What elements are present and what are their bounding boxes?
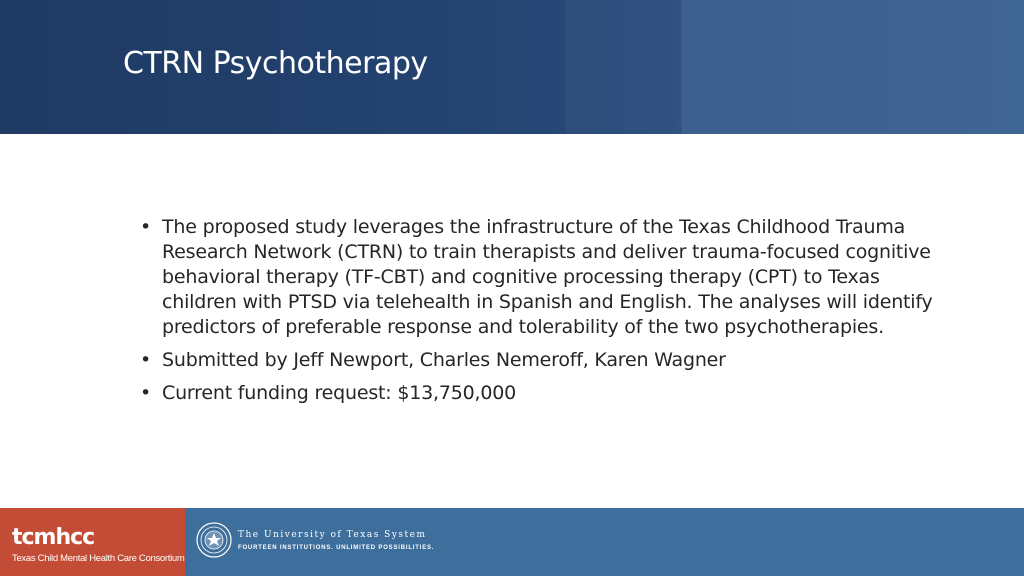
tcmhcc-logo-block [0, 508, 185, 576]
bullet-item-submitted-by [140, 348, 940, 373]
bullet-list [140, 215, 940, 406]
bullet-icon: • [140, 216, 152, 238]
bullet-text: The proposed study leverages the infrastructure of the Texas Childhood Trauma Research Network (CTRN) to train therapists and deliver trauma-focused cognitive behavioral therapy (TF-CBT) and cognitive processing therapy (CPT) to Texas children with PTSD via telehealth in Spanish and English. The analyses will identify predictors of preferable response and tolerability of the two psychotherapies. [162, 216, 933, 338]
tcmhcc-subtitle: Texas Child Mental Health Care Consortium [12, 553, 185, 564]
bullet-icon: • [140, 382, 152, 404]
tcmhcc-logo: tcmhcc [12, 525, 95, 550]
bullet-item-funding-request [140, 381, 940, 406]
bullet-item-study-description [140, 215, 940, 340]
university-name: The University of Texas System [238, 530, 427, 540]
university-tagline: FOURTEEN INSTITUTIONS. UNLIMITED POSSIBILITIES. [238, 545, 435, 551]
bullet-text: Submitted by Jeff Newport, Charles Nemeroff, Karen Wagner [162, 349, 726, 371]
slide-header [0, 0, 1024, 134]
slide-title: CTRN Psychotherapy [123, 46, 428, 81]
university-seal-icon [196, 522, 232, 558]
header-panel-decoration [682, 0, 1024, 134]
slide-footer [0, 508, 1024, 576]
header-panel-decoration [565, 0, 685, 134]
bullet-text: Current funding request: $13,750,000 [162, 382, 516, 404]
bullet-icon: • [140, 349, 152, 371]
slide-body [140, 215, 940, 414]
